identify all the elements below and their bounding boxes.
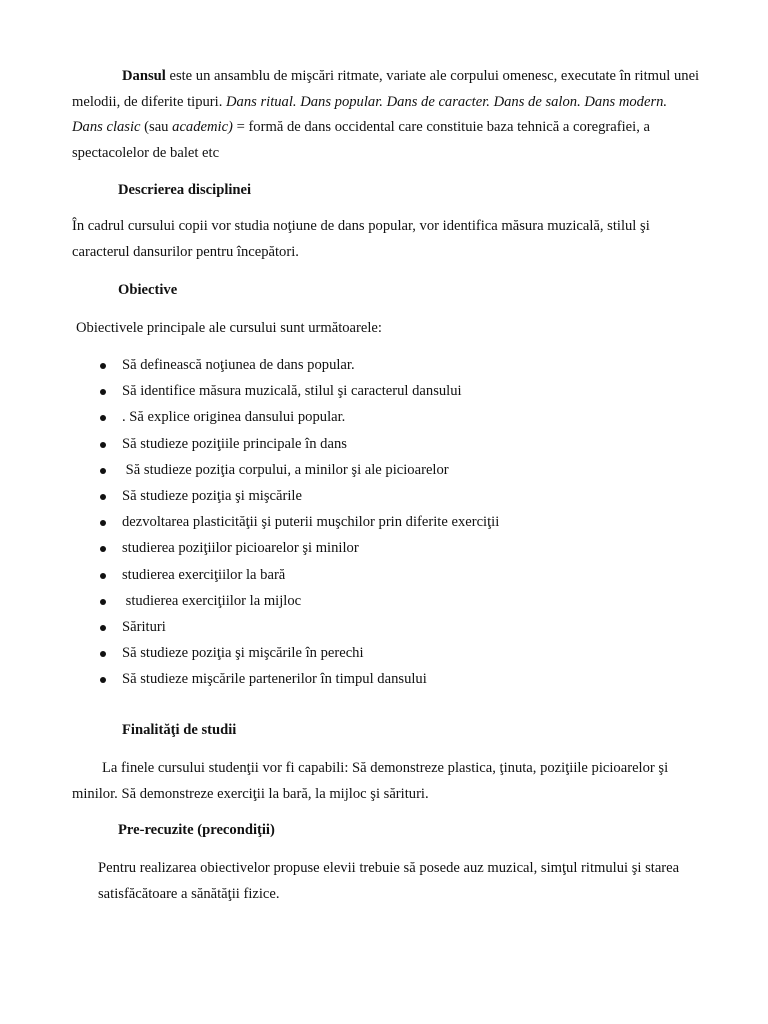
intro-paragraph: [72, 64, 700, 166]
bullet-icon: [100, 625, 106, 631]
list-item-text: dezvoltarea plasticităţii şi puterii muşchilor prin diferite exerciţii: [122, 514, 500, 531]
description-heading: Descrierea disciplinei: [118, 182, 252, 198]
outcomes-paragraph: La finele cursului studenţii vor fi capabili: Să demonstreze plastica, ţinuta, poziţiile picioarelor şi minilor. Să demonstreze exerciţii la bară, la mijloc şi sărituri.: [72, 760, 669, 802]
intro-text-3: = formă de dans occidental care constituie baza tehnică a coregrafiei, a spectacolelor de balet etc: [72, 119, 650, 161]
description-paragraph: În cadrul cursului copii vor studia noţiune de dans popular, vor identifica măsura muzicală, stilul şi caracterul dansurilor pentru începători.: [72, 218, 650, 260]
list-item-text: Să studieze mişcările partenerilor în timpul dansului: [122, 671, 427, 688]
list-item: [100, 483, 499, 509]
bullet-icon: [100, 442, 106, 448]
list-item: [100, 640, 499, 666]
bullet-icon: [100, 651, 106, 657]
list-item-text: studierea exerciţiilor la bară: [122, 566, 286, 583]
list-item: [100, 535, 499, 561]
list-item: [100, 588, 499, 614]
list-item-text: studierea poziţiilor picioarelor şi minilor: [122, 540, 359, 557]
outcomes-heading: Finalităţi de studii: [122, 722, 237, 738]
intro-academic: academic): [172, 119, 233, 135]
objectives-heading: Obiective: [118, 282, 178, 298]
intro-text-1: este un ansamblu de mişcări ritmate, variate ale corpului omenesc, executate în ritmul unei melodii, de diferite tipuri.: [72, 68, 700, 110]
list-item-text: Să studieze poziţiile principale în dans: [122, 435, 347, 452]
list-item: [100, 457, 499, 483]
intro-text-2: (sau: [140, 119, 173, 135]
prerequisites-heading: Pre-recuzite (precondiţii): [118, 822, 275, 838]
bullet-icon: [100, 573, 106, 579]
prerequisites-paragraph: Pentru realizarea obiectivelor propuse elevii trebuie să posede auz muzical, simţul ritmului şi starea satisfăcătoare a sănătăţii fizice.: [98, 860, 680, 902]
list-item: [100, 509, 499, 535]
bullet-icon: [100, 546, 106, 552]
list-item-text: Să studieze poziţia şi mişcările în perechi: [122, 645, 364, 662]
list-item: [100, 562, 499, 588]
list-item: [100, 352, 499, 378]
list-item-text: Să identifice măsura muzicală, stilul şi caracterul dansului: [122, 383, 462, 400]
list-item-text: Să studieze poziţia corpului, a minilor şi ale picioarelor: [122, 461, 449, 478]
bullet-icon: [100, 599, 106, 605]
list-item: [100, 378, 499, 404]
list-item-text: Să definească noţiunea de dans popular.: [122, 357, 355, 373]
bullet-icon: [100, 389, 106, 395]
bullet-icon: [100, 677, 106, 683]
objectives-intro: Obiectivele principale ale cursului sunt următoarele:: [76, 320, 382, 336]
bullet-icon: [100, 520, 106, 526]
bullet-icon: [100, 363, 106, 369]
bullet-icon: [100, 494, 106, 500]
list-item: [100, 404, 499, 430]
intro-term: Dansul: [122, 68, 166, 84]
list-item: [100, 431, 499, 457]
list-item-text: studierea exerciţiilor la mijloc: [122, 592, 302, 609]
list-item: [100, 666, 499, 692]
intro-dance-types: Dans ritual. Dans popular. Dans de caracter. Dans de salon. Dans modern. Dans clasic: [72, 93, 668, 135]
list-item-text: . Să explice originea dansului popular.: [122, 409, 346, 426]
list-item: [100, 614, 499, 640]
bullet-icon: [100, 468, 106, 474]
list-item-text: Sărituri: [122, 618, 166, 635]
objectives-list: [100, 352, 499, 692]
list-item-text: Să studieze poziţia şi mişcările: [122, 487, 302, 504]
bullet-icon: [100, 415, 106, 421]
